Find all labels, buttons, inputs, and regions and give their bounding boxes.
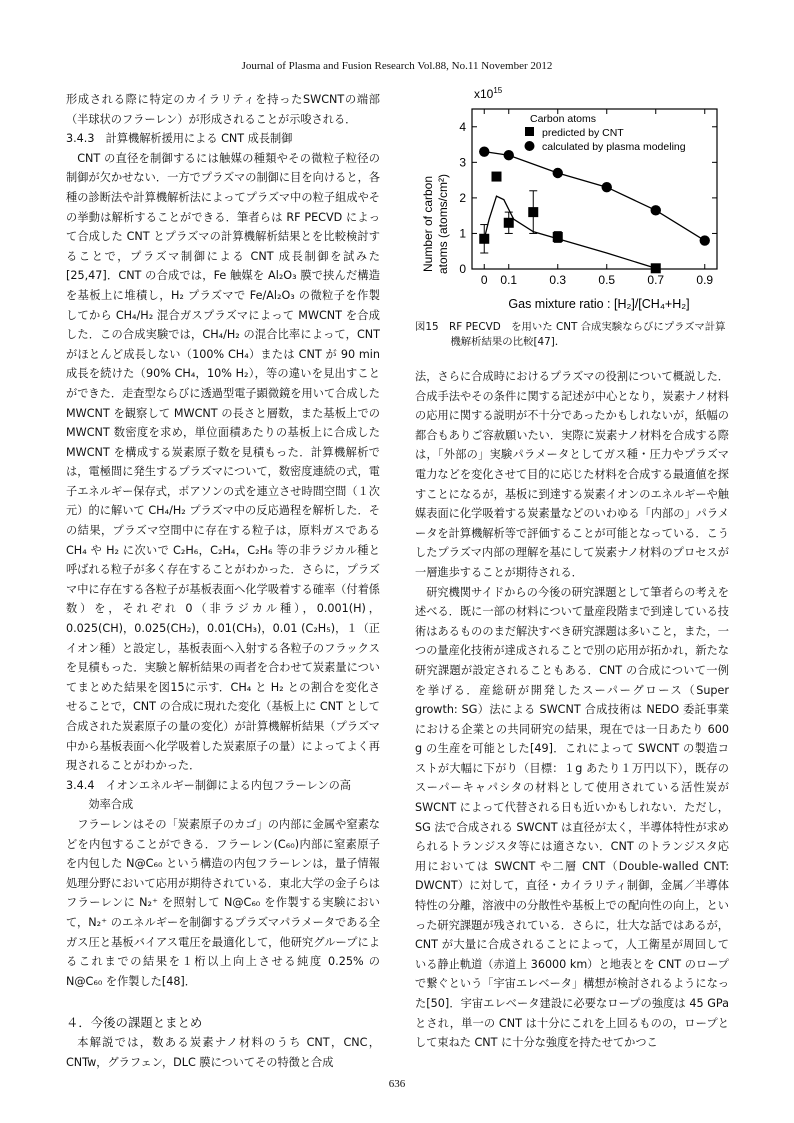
modeling-line [484, 152, 705, 241]
legend-square-marker [525, 127, 534, 136]
figure-15-caption [415, 320, 733, 350]
modeling-point [602, 182, 612, 192]
section-4-heading: ４．今後の課題とまとめ [66, 1015, 203, 1031]
modeling-point [700, 235, 710, 245]
right-column [415, 367, 729, 1053]
predicted-point [504, 218, 514, 228]
section-3-4-4-body: フラーレンはその「炭素原子のカゴ」の内部に金属や窒素などを内包することができる．フラーレン(C₆₀)内部に窒素原子を内包した N@C₆₀ という構造の内包フラーレンは，量子情報処理分野において応用が期待されている．東北大学の金子らはフラーレンに N₂⁺ を照射して N@C₆₀ を作製する実験において，N₂⁺ のエネルギーを制御するプラズマパラメータである全ガス圧と基板バイアス電圧を最適化して，他研究グループによるこれまでの結果を１桁以上向上させる純度 0.25% の N@C₆₀ を作製した[48]． [66, 817, 380, 988]
caption-line-1: 図15 RF PECVD を用いた CNT 合成実験ならびにプラズマ計算 [415, 321, 726, 333]
predicted-point [492, 172, 502, 182]
y-tick-label: 4 [459, 119, 466, 134]
future-work-paragraph: 研究機関サイドからの今後の研究課題として筆者らの考えを述べる．既に一部の材料について量産段階まで到達している技術はあるもののまだ解決すべき研究課題は多いこと，また，一つの量産化技術が達成されることで別の応用が拓かれ，新たな研究課題が設定されることもある．CNT の合成について一例を挙げる．産総研が開発したスーパーグロース（Super growth: SG）法による SWCNT 合成技術は NEDO 委託事業における企業との共同研究の結果，現在では一日あたり 600 g の生産を可能とした[49]．これによって SWCNT の製造コストが大幅に下がり（目標：１g あたり１万円以下），既存のスーパーキャパシタの材料として使用されている活性炭が SWCNT によって代替される日も近いかもしれない．ただし，SG 法で合成される SWCNT は直径が太く，半導体特性が求められるトランジスタ等には適さない．CNT のトランジスタ応用においては SWCNT や二層 CNT（Double-walled CNT: DWCNT）に対して，直径・カイラリティ制御，金属／半導体特性の分離，溶液中の分散性や基板上での配向性の向上，といった研究課題が残されている．さらに，壮大な話ではあるが，CNT が大量に合成されることによって，人工衛星が周回している静止軌道（赤道上 36000 km）と地表とを CNT のロープで繋ぐという「宇宙エレベータ」構想が検討されるようになった[50]．宇宙エレベータ建設に必要なロープの強度は 45 GPa とされ，単一の CNT は十分にこれを上回るものの，ロープとして束ねた CNT に十分な強度を持たせてかつこ [415, 585, 729, 1050]
legend-circle-marker [525, 141, 535, 151]
y-multiplier: $x10^{15}$ [474, 86, 503, 101]
y-tick-label: 2 [459, 190, 466, 205]
x-axis-label: Gas mixture ratio : [H₂]/[CH₄+H₂] [508, 297, 690, 311]
x-tick-label: 0.1 [500, 273, 518, 287]
y-tick-label: 0 [459, 262, 466, 276]
intro-paragraph: 形成される際に特定のカイラリティを持ったSWCNTの端部（半球状のフラーレン）が形成されることが示唆される． [66, 93, 380, 126]
chart-marks [459, 109, 717, 287]
legend-entry-modeling: calculated by plasma modeling [542, 141, 686, 153]
section-4-body-cont: 法，さらに合成時におけるプラズマの役割について概説した．合成手法やその条件に関する記述が中心となり，炭素ナノ材料の応用に関する説明が不十分であったかもしれないが，紙幅の都合もありご容赦願いたい．実際に炭素ナノ材料を合成する際は，「外部の」実験パラメータとしてガス種・圧力やプラズマ電力などを変化させて目的に応じた材料を合成する最適値を探すことになるが，基板に到達する炭素イオンのエネルギーや触媒表面に化学吸着する炭素量などのいわゆる「内部の」パラメータを計算機解析等で評価することが可能となっている．こうしたプラズマ内部の理解を基にして炭素ナノ材料のプロセスが一層進歩することが期待される． [415, 370, 729, 579]
modeling-point [651, 205, 661, 215]
left-column [66, 90, 380, 1072]
section-3-4-4-heading: 3.4.4 イオンエネルギー制御による内包フラーレンの高 [66, 778, 351, 792]
x-tick-label: 0.3 [549, 273, 567, 287]
modeling-point [479, 146, 489, 156]
section-4-body: 本解説では，数ある炭素ナノ材料のうち CNT，CNC，CNTw，グラフェン，DLC 膜についてその特徴と合成 [66, 1035, 380, 1069]
y-tick-label: 3 [459, 155, 466, 170]
legend-entry-predicted: predicted by CNT [542, 127, 624, 139]
figure-15 [412, 84, 732, 354]
legend-title: Carbon atoms [530, 113, 596, 125]
figure-15-chart [412, 84, 732, 314]
predicted-point [553, 232, 563, 242]
section-3-4-3-heading: 3.4.3 計算機解析援用による CNT 成長制御 [66, 132, 293, 146]
caption-line-2: 機解析結果の比較[47]． [450, 336, 566, 348]
x-tick-label: 0 [480, 273, 488, 287]
modeling-point [553, 168, 563, 178]
predicted-point [651, 263, 661, 273]
section-3-4-4-heading-cont: 効率合成 [88, 798, 134, 812]
y-tick-label: 1 [459, 226, 466, 241]
y-axis-label-line1: Number of carbon [421, 175, 435, 273]
predicted-trend-curve [484, 196, 656, 268]
modeling-point [504, 150, 514, 160]
running-header: Journal of Plasma and Fusion Research Vol.88, No.11 November 2012 [241, 60, 553, 72]
predicted-point [479, 234, 489, 244]
section-3-4-3-body: CNT の直径を制御するには触媒の種類やその微粒子粒径の制御が欠かせない．一方でプラズマの制御に目を向けると，各種の診断法や計算機解析法によってプラズマ中の粒子組成やその挙動は解析することができる．筆者らは RF PECVD によって合成した CNT とプラズマの計算機解析結果とを比較検討することで，プラズマ制御による CNT 成長制御を試みた[25,47]．CNT の合成では，Fe 触媒を Al₂O₃ 膜で挟んだ構造を基板上に堆積し，H₂ プラズマで Fe/Al₂O₃ の微粒子を作製してから CH₄/H₂ 混合ガスプラズマによって MWCNT を合成した．この合成実験では，CH₄/H₂ の混合比率によって，CNT がほとんど成長しない（100% CH₄）または CNT が 90 min 成長を続けた（90% CH₄，10% H₂），等の違いを見出すことができた．走査型ならびに透過型電子顕微鏡を用いて合成した MWCNT を観察して MWCNT の長さと層数，また基板上での MWCNT 数密度を求め，単位面積あたりの基板上に合成した MWCNT を構成する炭素原子数を見積もった．計算機解析では，電極間に発生するプラズマについて，数密度連続の式，電子エネルギー保存式，ポアソンの式を連立させ時間空間（１次元）的に解いて CH₄/H₂ プラズマ中の反応過程を解析した．その結果，プラズマ空間中に存在する粒子は，原料ガスである CH₄ や H₂ に次いで C₂H₆，C₂H₄，C₂H₆ 等の非ラジカル種と呼ばれる粒子が多く存在することがわかった．さらに，プラズマ中に存在する各粒子が基板表面へ化学吸着する確率（付着係数）を，それぞれ 0（非ラジカル種），0.001(H)，0.025(CH)，0.025(CH₂)，0.01(CH₃)，0.01 (C₂H₅)，１（正イオン種）と設定し，基板表面へ入射する各粒子のフラックスを見積もった．実験と解析結果の両者を合わせて炭素量についてまとめた結果を図15に示す．CH₄ と H₂ との割合を変化させることで，CNT の合成に現れた変化（基板上に CNT として合成された炭素原子の量の変化）が計算機解析結果（プラズマ中から基板表面へ化学吸着した炭素原子の量）によってよく再現されることがわかった． [66, 151, 380, 773]
x-tick-label: 0.5 [598, 273, 616, 287]
x-tick-label: 0.9 [696, 273, 714, 287]
x-tick-label: 0.7 [647, 273, 665, 287]
predicted-point [528, 207, 538, 217]
y-axis-label-line2: atoms (atoms/cm²) [436, 173, 450, 275]
page-number: 636 [388, 1078, 406, 1090]
